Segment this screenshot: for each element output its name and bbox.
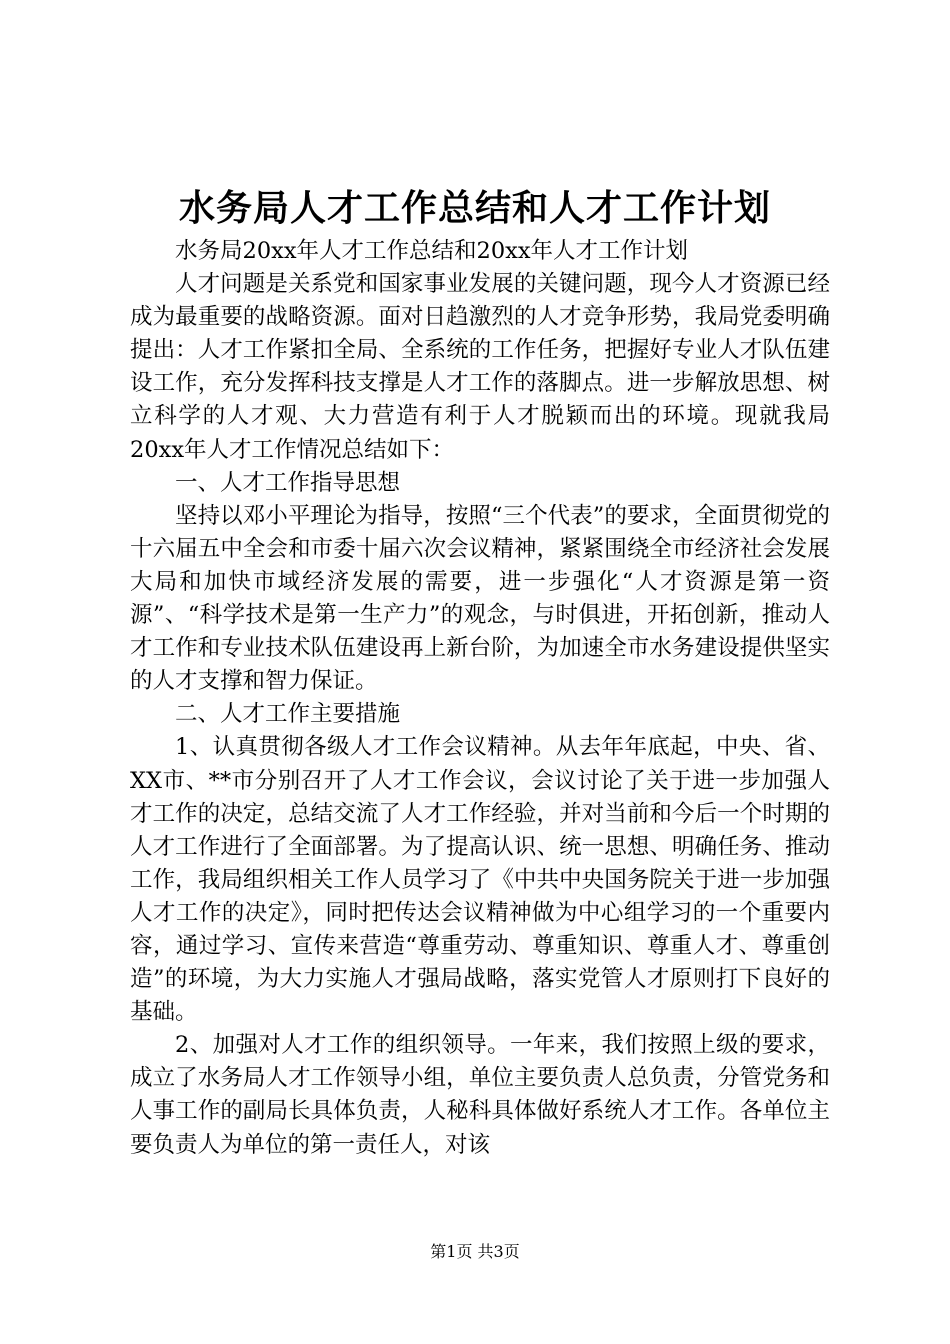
- document-body: [130, 235, 830, 1162]
- subtitle-paragraph: 水务局20xx年人才工作总结和20xx年人才工作计划: [175, 238, 689, 264]
- section-heading-guiding-ideology: 一、人才工作指导思想: [175, 469, 401, 496]
- page-number-footer: 第1页 共3页: [430, 1242, 520, 1261]
- document-title: 水务局人才工作总结和人才工作计划: [178, 187, 771, 229]
- measure-2-paragraph: 2、加强对人才工作的组织领导。一年来，我们按照上级的要求，成立了水务局人才工作领导小组，单位主要负责人总负责，分管党务和人事工作的副局长具体负责，人秘科具体做好系统人才工作。各单位主要负责人为单位的第一责任人，对该: [130, 1032, 830, 1158]
- section-heading-main-measures: 二、人才工作主要措施: [175, 701, 401, 728]
- intro-paragraph: 人才问题是关系党和国家事业发展的关键问题，现今人才资源已经成为最重要的战略资源。面对日趋激烈的人才竞争形势，我局党委明确提出：人才工作紧扣全局、全系统的工作任务，把握好专业人才队伍建设工作，充分发挥科技支撑是人才工作的落脚点。进一步解放思想、树立科学的人才观、大力营造有利于人才脱颖而出的环境。现就我局20xx年人才工作情况总结如下：: [130, 271, 830, 463]
- measure-1-paragraph: 1、认真贯彻各级人才工作会议精神。从去年年底起，中央、省、XX市、**市分别召开了人才工作会议，会议讨论了关于进一步加强人才工作的决定，总结交流了人才工作经验，并对当前和今后一个时期的人才工作进行了全面部署。为了提高认识、统一思想、明确任务、推动工作，我局组织相关工作人员学习了《中共中央国务院关于进一步加强人才工作的决定》，同时把传达会议精神做为中心组学习的一个重要内容，通过学习、宣传来营造“尊重劳动、尊重知识、尊重人才、尊重创造”的环境，为大力实施人才强局战略，落实党管人才原则打下良好的基础。: [130, 734, 830, 1026]
- guiding-ideology-paragraph: 坚持以邓小平理论为指导，按照“三个代表”的要求，全面贯彻党的十六届五中全会和市委十届六次会议精神，紧紧围绕全市经济社会发展大局和加快市域经济发展的需要，进一步强化“人才资源是第一资源”、“科学技术是第一生产力”的观念，与时俱进，开拓创新，推动人才工作和专业技术队伍建设再上新台阶，为加速全市水务建设提供坚实的人才支撑和智力保证。: [130, 502, 830, 695]
